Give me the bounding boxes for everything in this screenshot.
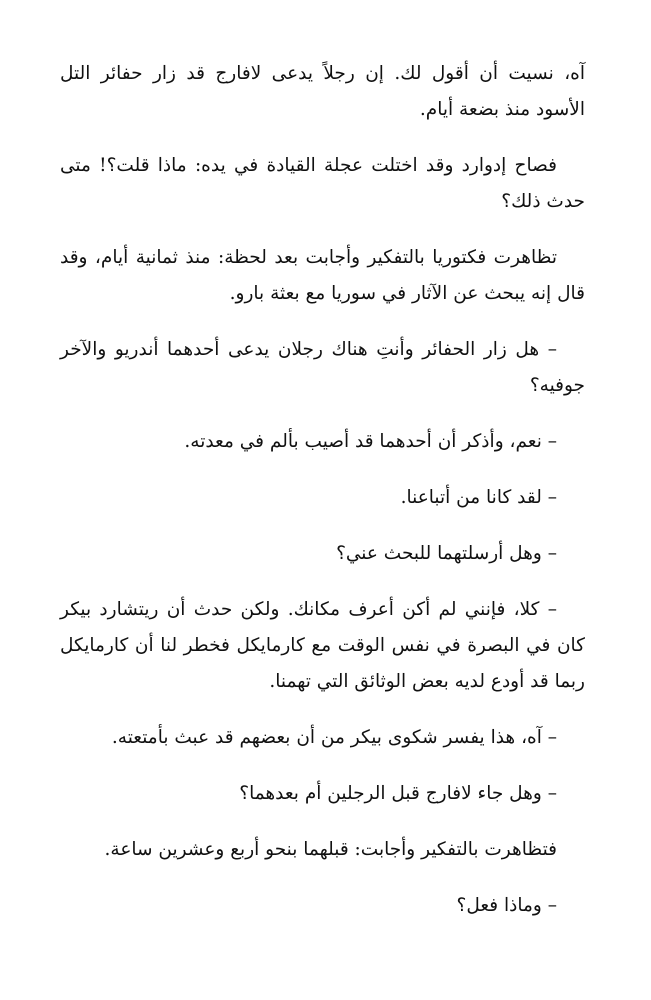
- dialogue-line-2: – نعم، وأذكر أن أحدهما قد أصيب بألم في معدته.: [184, 431, 557, 452]
- dialogue-line-4: – وهل أرسلتهما للبحث عني؟: [336, 543, 557, 564]
- paragraph-1: آه، نسيت أن أقول لك. إن رجلاً يدعى لافارج قد زار حفائر التل الأسود منذ بضعة أيام.: [60, 63, 585, 120]
- dialogue-line-1: – هل زار الحفائر وأنتِ هناك رجلان يدعى أحدهما أندريو والآخر جوفيه؟: [60, 339, 585, 396]
- dialogue-line-5: – كلا، فإنني لم أكن أعرف مكانك. ولكن حدث أن ريتشارد بيكر كان في البصرة في نفس الوقت مع كارمايكل فخطر لنا أن كارمايكل ربما قد أودع لديه بعض الوثائق التي تهمنا.: [60, 599, 585, 692]
- paragraph-3: تظاهرت فكتوريا بالتفكير وأجابت بعد لحظة: منذ ثمانية أيام، وقد قال إنه يبحث عن الآثار في سوريا مع بعثة بارو.: [60, 247, 585, 304]
- paragraph-2: فصاح إدوارد وقد اختلت عجلة القيادة في يده: ماذا قلت؟! متى حدث ذلك؟: [60, 155, 585, 212]
- dialogue-line-3: – لقد كانا من أتباعنا.: [400, 487, 557, 508]
- paragraph-narration: فتظاهرت بالتفكير وأجابت: قبلهما بنحو أربع وعشرين ساعة.: [104, 839, 557, 860]
- dialogue-line-8: – وماذا فعل؟: [456, 895, 557, 916]
- dialogue-line-6: – آه، هذا يفسر شكوى بيكر من أن بعضهم قد عبث بأمتعته.: [111, 727, 557, 748]
- dialogue-line-7: – وهل جاء لافارج قبل الرجلين أم بعدهما؟: [239, 783, 557, 804]
